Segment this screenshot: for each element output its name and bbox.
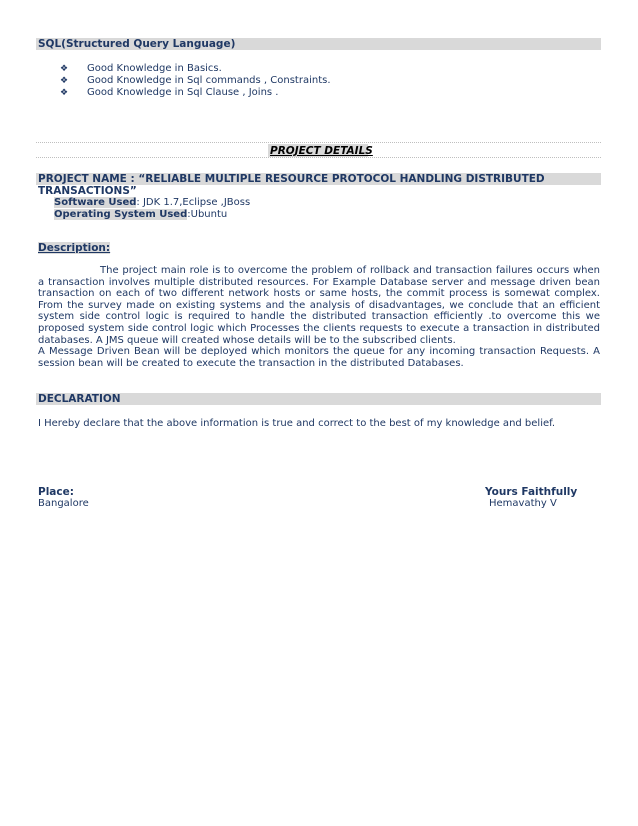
software-used [54, 197, 250, 209]
bullet-text: Good Knowledge in Basics. [87, 63, 222, 74]
closing-text: Yours Faithfully [485, 486, 578, 498]
description-text-1: The project main role is to overcome the problem of rollback and transaction failures occurs when a transaction involves multiple distributed resources. For Example Database server and message driven bean transaction on each of two different network hosts or same hosts, the commit process is somewat complex. From the survey made on existing systems and the analysis of disadvantages, we conclude that an efficient system side control logic is required to handle the distributed transaction efficiently .to overcome this we proposed system side control logic which Processes the clients requests to execute a transaction in distributed databases. A JMS queue will created whose details will be to the subscribed clients. [38, 265, 600, 346]
description-paragraph [38, 346, 600, 369]
bullet-text: Good Knowledge in Sql commands , Constraints. [87, 75, 331, 86]
description-body [38, 265, 600, 369]
software-value: : JDK 1.7,Eclipse ,JBoss [136, 197, 251, 208]
project-details-heading: PROJECT DETAILS [270, 145, 373, 157]
place-value: Bangalore [38, 498, 89, 509]
sql-bullet-list [60, 63, 331, 99]
list-item [60, 87, 331, 99]
sql-section-title: SQL(Structured Query Language) [38, 38, 236, 50]
os-value: :Ubuntu [187, 209, 228, 220]
diamond-bullet-icon: ❖ [60, 88, 69, 98]
divider-top [36, 142, 601, 143]
description-label: Description: [38, 242, 111, 254]
signatory-name: Hemavathy V [489, 498, 557, 509]
list-item [60, 63, 331, 75]
bullet-text: Good Knowledge in Sql Clause , Joins . [87, 87, 279, 98]
divider-bottom [36, 157, 601, 158]
declaration-band [36, 393, 601, 405]
project-name: PROJECT NAME : “RELIABLE MULTIPLE RESOURCE PROTOCOL HANDLING DISTRIBUTED TRANSACTIONS” [38, 173, 545, 197]
list-item [60, 75, 331, 87]
os-label: Operating System Used [54, 209, 188, 220]
place-label: Place: [38, 486, 74, 498]
description-paragraph [38, 265, 600, 346]
declaration-text: I Hereby declare that the above information is true and correct to the best of my knowledge and belief. [38, 418, 556, 429]
declaration-title: DECLARATION [38, 393, 121, 405]
operating-system-used [54, 209, 227, 221]
description-text-2: A Message Driven Bean will be deployed which monitors the queue for any incoming transaction Requests. A session bean will be created to execute the transaction in the distributed Databases. [38, 346, 600, 369]
diamond-bullet-icon: ❖ [60, 76, 69, 86]
software-label: Software Used [54, 197, 137, 208]
diamond-bullet-icon: ❖ [60, 64, 69, 74]
